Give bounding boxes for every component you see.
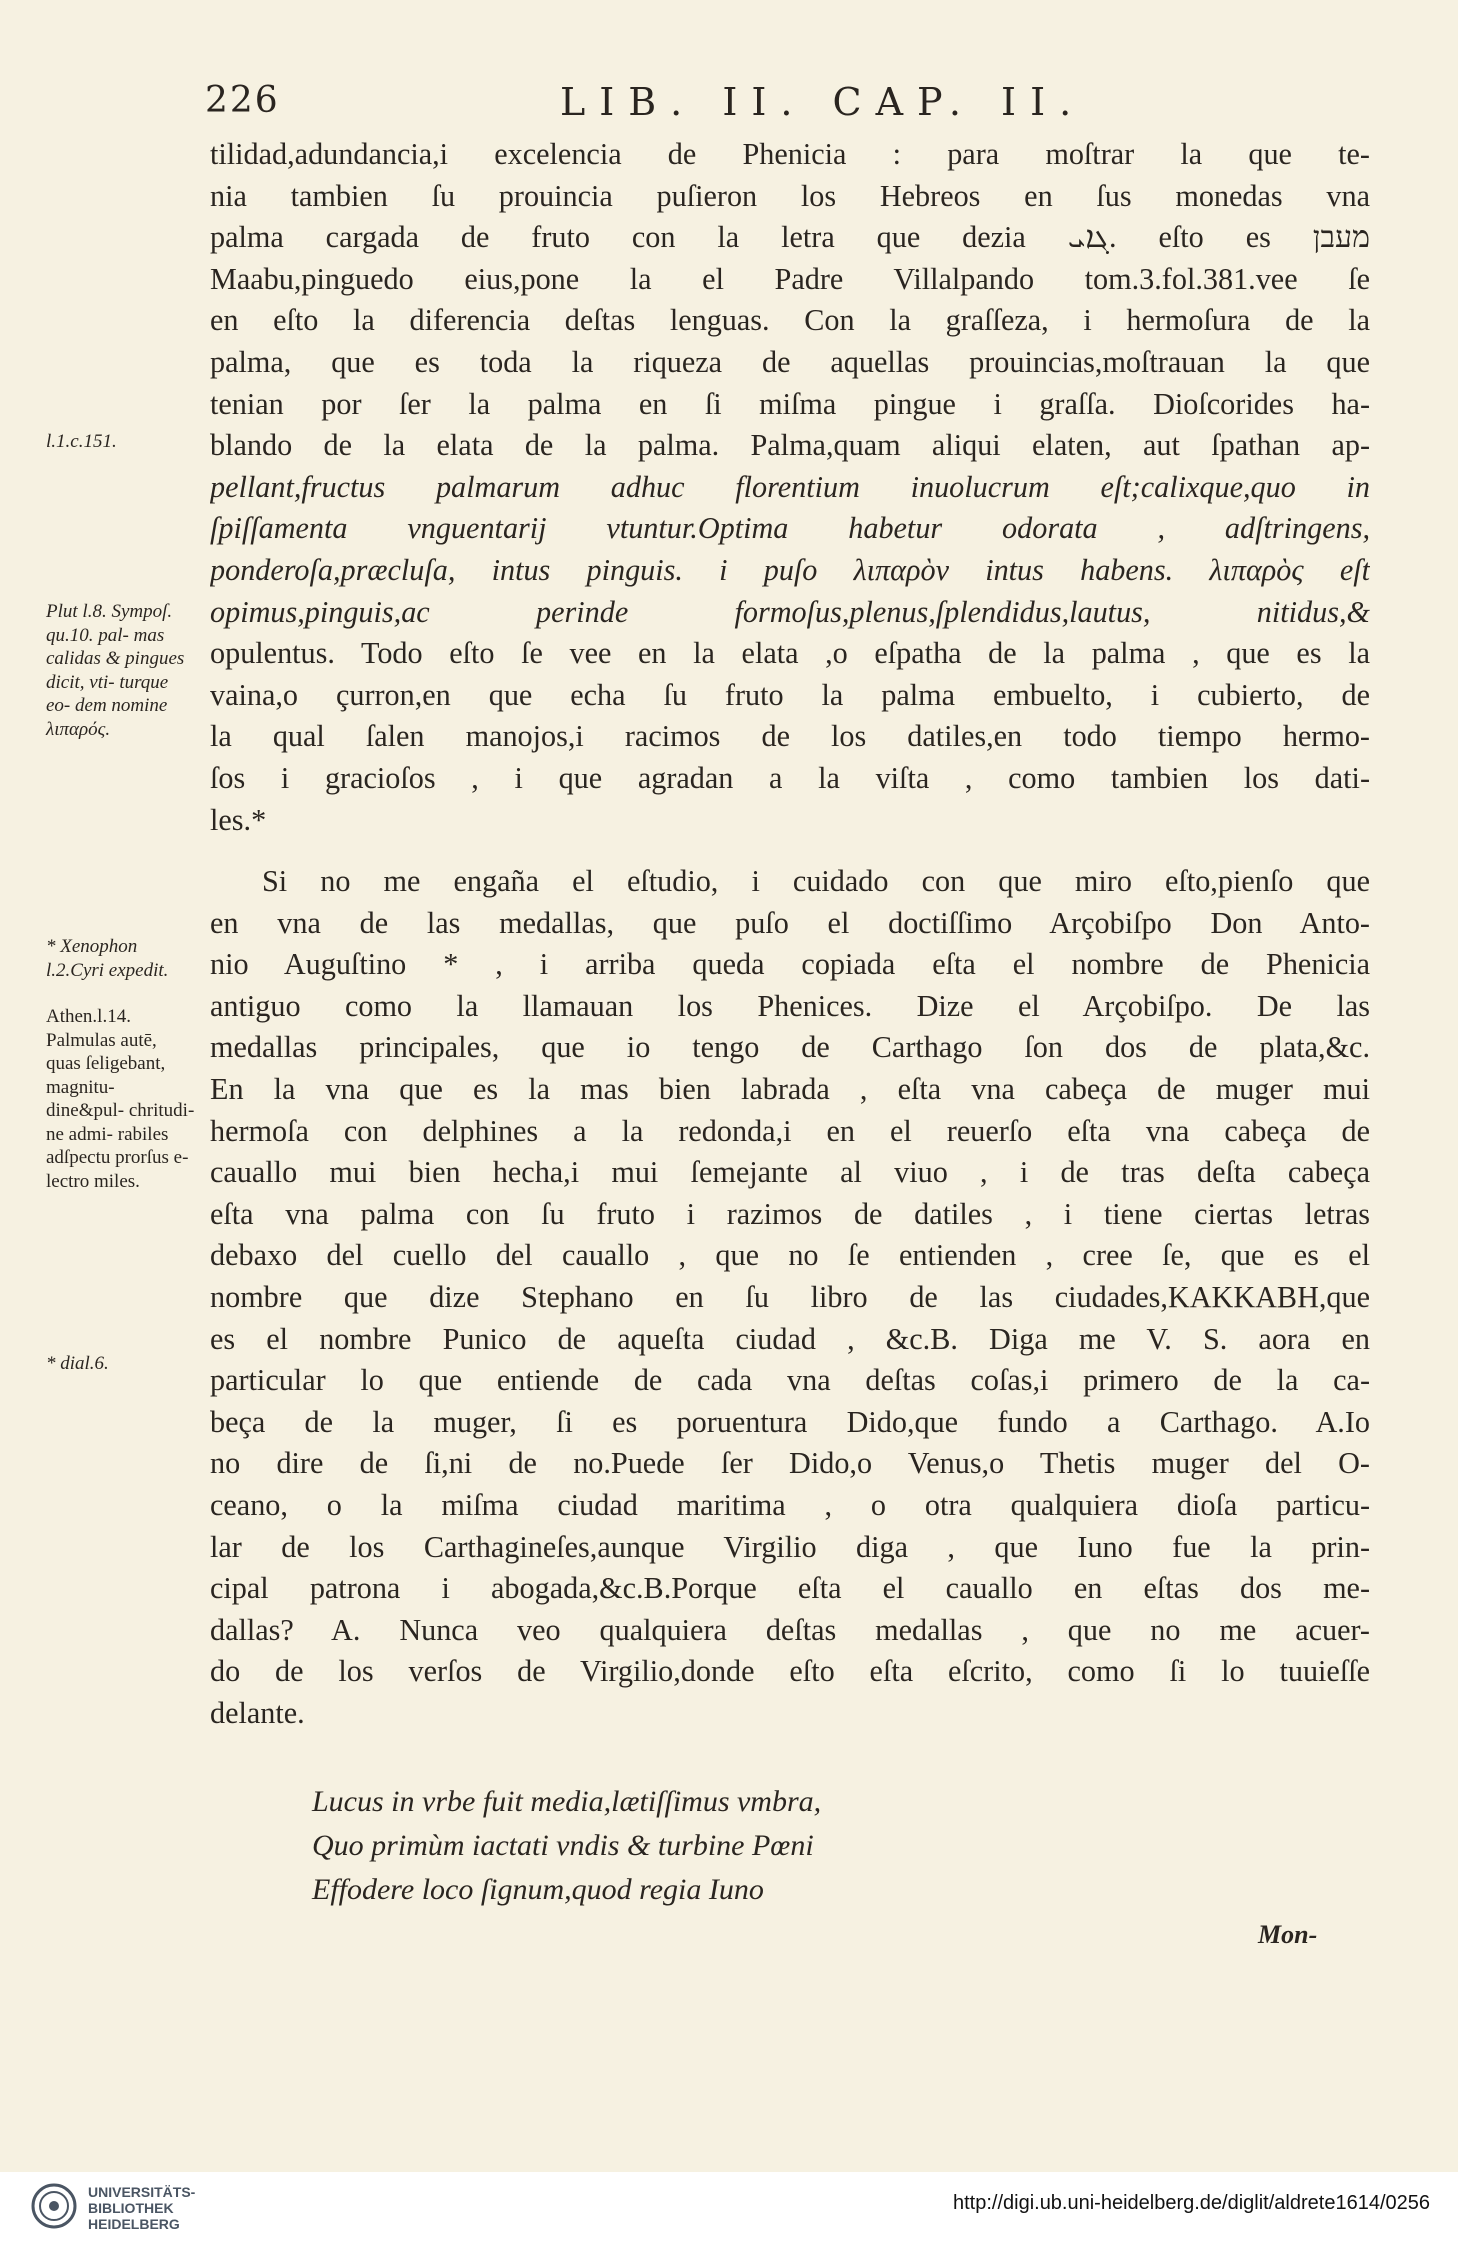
margin-note-dioscorides: l.1.c.151. [46,431,117,452]
university-seal-icon [30,2182,78,2230]
text-line: lar de los Carthagineſes,aunque Virgilio diga , que Iuno fue la prin- [210,1529,1370,1564]
text-line: no dire de ſi,ni de no.Puede ſer Dido,o Venus,o Thetis muger del O- [210,1446,1370,1481]
verse-line: Effodere loco ſignum,quod regia Iuno [312,1873,764,1906]
text-line: pellant,fructus palmarum adhuc florentium inuolucrum eſt;calixque,quo in [210,469,1370,504]
margin-note-plutarch: Plut l.8. Sympoſ. qu.10. pal- mas calidas & pingues dicit, vti- turque eo- dem nomine λιπαρός. [46,601,185,740]
text-line: vaina,o çurron,en que echa ſu fruto la palma embuelto, i cubierto, de [210,677,1370,712]
margin-note-athenaeus: Athen.l.14. Palmulas autē, quas ſeligebant, magnitu- dine&pul- chritudi- ne admi- rabiles adſpectu prorſus e- lectro miles. [46,1006,195,1192]
margin-note-xenophon: * Xenophon l.2.Cyri expedit. [46,936,169,981]
verse-line: Quo primùm iactati vndis & turbine Pœni [312,1829,814,1862]
text-line: do de los verſos de Virgilio,donde eſto eſta eſcrito, como ſi lo tuuieſſe [210,1654,1370,1689]
text-line: Si no me engaña el eſtudio, i cuidado con que miro eſto,pienſo que [262,864,1370,899]
text-line: la qual ſalen manojos,i racimos de los datiles,en todo tiempo hermo- [210,719,1370,754]
text-line: opimus,pinguis,ac perinde formoſus,plenus,ſplendidus,lautus, nitidus,& [210,594,1370,629]
body-text [210,134,1370,1735]
text-line: nombre que dize Stephano en ſu libro de las ciudades,ΚΑΚΚΑΒΗ,que [210,1280,1370,1315]
text-line: tenian por ſer la palma en ſi miſma pingue i graſſa. Dioſcorides ha- [210,386,1370,421]
text-line: ſos i gracioſos , i que agradan a la viſta , como tambien los dati- [210,760,1370,795]
library-name: UNIVERSITÄTS- BIBLIOTHEK HEIDELBERG [88,2184,196,2232]
verse-line: Lucus in vrbe fuit media,lætiſſimus vmbra, [312,1785,822,1818]
verse-quotation [312,1780,1112,1912]
text-line: hermoſa con delphines a la redonda,i en el reuerſo eſta vna cabeça de [210,1113,1370,1148]
text-line: blando de la elata de la palma. Palma,quam aliqui elaten, aut ſpathan ap- [210,428,1370,463]
text-line: beça de la muger, ſi es poruentura Dido,que fundo a Carthago. A.Io [210,1404,1370,1439]
text-line: en vna de las medallas, que puſo el doctiſſimo Arçobiſpo Don Anto- [210,905,1370,940]
text-line: en eſto la diferencia deſtas lenguas. Con la graſſeza, i hermoſura de la [210,303,1370,338]
text-line: palma cargada de fruto con la letra que dezia ܓܐܝ. eſto es מעבן [210,220,1370,255]
text-line: cauallo mui bien hecha,i mui ſemejante al viuo , i de tras deſta cabeça [210,1155,1370,1190]
paragraph-gap [210,841,1370,861]
text-line: ſpiſſamenta vnguentarij vtuntur.Optima habetur odorata , adſtringens, [210,511,1370,546]
margin-note-dialogue: * dial.6. [46,1353,109,1374]
text-line: debaxo del cuello del cauallo , que no ſe entienden , cree ſe, que es el [210,1238,1370,1273]
text-line: antiguo como la llamauan los Phenices. Dize el Arçobiſpo. De las [210,988,1370,1023]
text-line: particular lo que entiende de cada vna deſtas coſas,i primero de la ca- [210,1363,1370,1398]
catchword: Mon- [1258,1920,1318,1949]
text-line: cipal patrona i abogada,&c.B.Porque eſta el cauallo en eſtas dos me- [210,1571,1370,1606]
page-number: 226 [205,80,280,121]
text-line: ponderoſa,præcluſa, intus pinguis. i puſo λιπαρὸν intus habens. λιπαρὸς eſt [210,552,1370,587]
text-line: opulentus. Todo eſto ſe vee en la elata ,o eſpatha de la palma , que es la [210,636,1370,671]
library-footer [0,2172,1458,2242]
text-line: medallas principales, que io tengo de Carthago ſon dos de plata,&c. [210,1030,1370,1065]
text-line: nia tambien ſu prouincia puſieron los Hebreos en ſus monedas vna [210,178,1370,213]
text-line: En la vna que es la mas bien labrada , eſta vna cabeça de muger mui [210,1072,1370,1107]
page-header [205,80,1365,126]
text-line: Maabu,pinguedo eius,pone la el Padre Villalpando tom.3.fol.381.vee ſe [210,261,1370,296]
text-line: eſta vna palma con ſu fruto i razimos de datiles , i tiene ciertas letras [210,1196,1370,1231]
library-logo [30,2180,280,2234]
text-line: ceano, o la miſma ciudad maritima , o otra qualquiera dioſa particu- [210,1488,1370,1522]
text-line: tilidad,adundancia,i excelencia de Phenicia : para moſtrar la que te- [210,137,1370,171]
text-line: palma, que es toda la riqueza de aquellas prouincias,moſtrauan la que [210,344,1370,379]
text-line: dallas? A. Nunca veo qualquiera deſtas medallas , que no me acuer- [210,1612,1370,1647]
text-line: es el nombre Punico de aqueſta ciudad , &c.B. Diga me V. S. aora en [210,1321,1370,1356]
source-url-link[interactable]: http://digi.ub.uni-heidelberg.de/diglit/aldrete1614/0256 [952,2192,1430,2214]
text-line: delante. [210,1695,305,1730]
running-head: LIB. II. CAP. II. [560,80,1086,124]
text-line: nio Auguſtino * , i arriba queda copiada eſta el nombre de Phenicia [210,947,1370,982]
text-line: les.* [210,802,267,837]
